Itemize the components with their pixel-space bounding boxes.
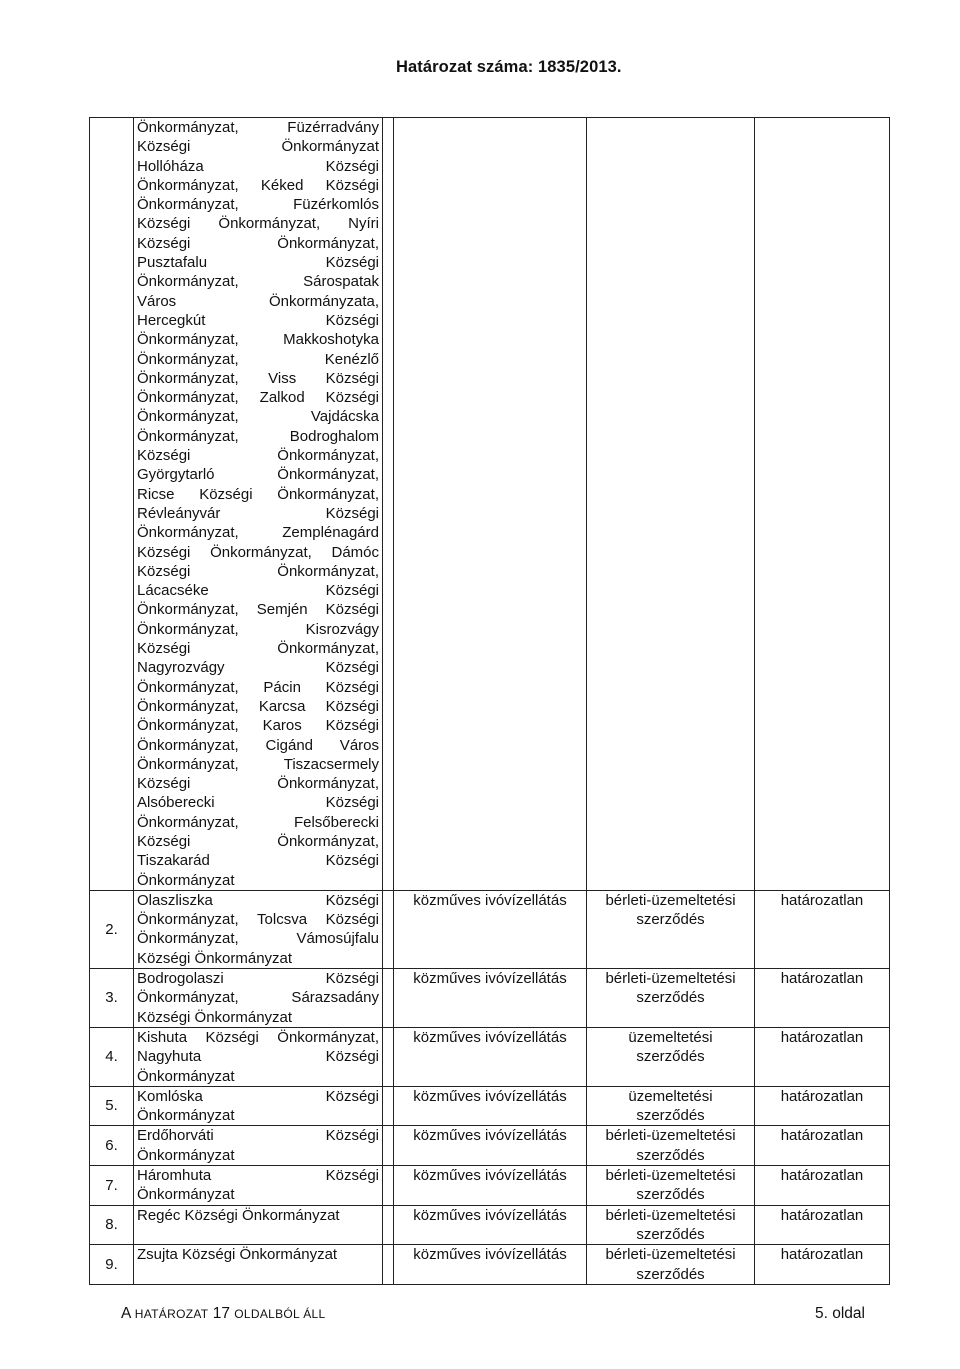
municipality-line: Községi Önkormányzat — [137, 138, 379, 156]
service-text: közműves ivóvízellátás — [413, 1206, 567, 1224]
service-text: közműves ivóvízellátás — [413, 1246, 567, 1264]
gap-cell — [383, 1027, 394, 1086]
municipality-line: Önkormányzat, Cigánd Város — [137, 736, 379, 754]
contract-type-cell — [587, 1245, 755, 1285]
municipality-cell — [134, 1027, 383, 1086]
municipality-line: Város Önkormányzata, — [137, 292, 379, 310]
municipality-line: Pusztafalu Községi — [137, 254, 379, 272]
service-text: közműves ivóvízellátás — [413, 970, 567, 988]
duration-cell — [755, 1086, 890, 1126]
municipality-line: Községi Önkormányzat, — [137, 562, 379, 580]
service-cell — [394, 969, 587, 1028]
duration-cell — [755, 1166, 890, 1206]
service-cell — [394, 1245, 587, 1285]
row-number-cell — [90, 118, 134, 891]
contract-type-line: szerződés — [636, 1107, 705, 1125]
service-cell — [394, 1126, 587, 1166]
municipality-line: Községi Önkormányzat, — [137, 640, 379, 658]
municipality-line: Önkormányzat — [137, 871, 235, 889]
contract-type-line: szerződés — [636, 1048, 705, 1066]
municipality-line: Önkormányzat — [137, 1067, 235, 1085]
duration-cell — [755, 118, 890, 891]
gap-cell — [383, 1086, 394, 1126]
municipality-cell — [134, 1086, 383, 1126]
gap-cell — [383, 1245, 394, 1285]
row-number-cell: 9. — [90, 1245, 134, 1285]
municipality-cell — [134, 969, 383, 1028]
gap-cell — [383, 1205, 394, 1245]
municipality-line: Önkormányzat — [137, 1186, 235, 1204]
municipality-line: Községi Önkormányzat, — [137, 775, 379, 793]
table-row — [90, 890, 890, 968]
duration-cell — [755, 1205, 890, 1245]
municipality-line: Önkormányzat, Kenézlő — [137, 350, 379, 368]
contract-type-line: üzemeltetési — [628, 1028, 713, 1046]
municipality-line: Községi Önkormányzat, Dámóc — [137, 543, 379, 561]
gap-cell — [383, 969, 394, 1028]
footer-page-count: 17 — [208, 1305, 235, 1322]
duration-cell — [755, 1245, 890, 1285]
municipality-line: Önkormányzat, Bodroghalom — [137, 427, 379, 445]
contract-type-cell — [587, 118, 755, 891]
duration-text: határozatlan — [780, 1028, 864, 1046]
contract-type-cell — [587, 1086, 755, 1126]
municipality-lines — [134, 969, 382, 1027]
municipality-line: Önkormányzat, Zalkod Községi — [137, 389, 379, 407]
gap-cell — [383, 890, 394, 968]
table-row — [90, 969, 890, 1028]
municipality-cell — [134, 1205, 383, 1245]
row-number-cell: 5. — [90, 1086, 134, 1126]
row-number-cell: 3. — [90, 969, 134, 1028]
municipality-line: Olaszliszka Községi — [137, 891, 379, 909]
municipality-line: Községi Önkormányzat, Nyíri — [137, 215, 379, 233]
contract-type-line: üzemeltetési — [628, 1087, 713, 1105]
footer-caps-2: OLDALBÓL ÁLL — [234, 1307, 326, 1321]
municipality-line: Önkormányzat, Kisrozvágy — [137, 620, 379, 638]
municipality-line: Kishuta Községi Önkormányzat, — [137, 1028, 379, 1046]
table-row — [90, 1086, 890, 1126]
row-number-cell: 7. — [90, 1166, 134, 1206]
contract-type-cell — [587, 1126, 755, 1166]
table-row — [90, 118, 890, 891]
municipality-line: Önkormányzat — [137, 1107, 235, 1125]
municipality-line: Önkormányzat — [137, 1146, 235, 1164]
service-cell — [394, 118, 587, 891]
municipality-line: Nagyrozvágy Községi — [137, 659, 379, 677]
duration-text: határozatlan — [780, 1206, 864, 1224]
municipality-lines — [134, 1166, 382, 1205]
contract-type-cell — [587, 1205, 755, 1245]
municipality-line: Háromhuta Községi — [137, 1167, 379, 1185]
contract-type-line: bérleti-üzemeltetési — [605, 1127, 736, 1145]
municipality-line: Önkormányzat, Füzérradvány — [137, 119, 379, 136]
duration-text: határozatlan — [780, 1246, 864, 1264]
footer-caps-1: HATÁROZAT — [134, 1307, 209, 1321]
service-cell — [394, 1027, 587, 1086]
duration-cell — [755, 969, 890, 1028]
municipality-line: Regéc Községi Önkormányzat — [137, 1206, 340, 1224]
municipality-line: Alsóberecki Községi — [137, 794, 379, 812]
contract-type-line: szerződés — [636, 911, 705, 929]
municipality-cell — [134, 118, 383, 891]
duration-cell — [755, 890, 890, 968]
municipality-line: Zsujta Községi Önkormányzat — [137, 1246, 338, 1264]
municipality-line: Önkormányzat, Zemplénagárd — [137, 524, 379, 542]
municipality-line: Önkormányzat, Karos Községi — [137, 717, 379, 735]
municipality-lines — [134, 891, 382, 968]
municipality-cell — [134, 1126, 383, 1166]
municipality-line: Tiszakarád Községi — [137, 852, 379, 870]
gap-cell — [383, 1126, 394, 1166]
municipality-line: Önkormányzat, Karcsa Községi — [137, 697, 379, 715]
municipality-line: Nagyhuta Községi — [137, 1048, 379, 1066]
table-row — [90, 1205, 890, 1245]
service-cell — [394, 1086, 587, 1126]
municipality-lines — [134, 1028, 382, 1086]
contract-type-line: bérleti-üzemeltetési — [605, 1167, 736, 1185]
contracts-table — [89, 117, 890, 1285]
municipality-lines — [134, 118, 382, 890]
contract-type-line: szerződés — [636, 1146, 705, 1164]
contract-type-line: bérleti-üzemeltetési — [605, 1246, 736, 1264]
contract-type-line: szerződés — [636, 989, 705, 1007]
duration-text: határozatlan — [780, 1087, 864, 1105]
municipality-cell — [134, 890, 383, 968]
municipality-line: Bodrogolaszi Községi — [137, 970, 379, 988]
duration-text: határozatlan — [780, 1127, 864, 1145]
page-title: Határozat száma: 1835/2013. — [396, 58, 622, 76]
contract-type-cell — [587, 969, 755, 1028]
municipality-line: Önkormányzat, Felsőberecki — [137, 813, 379, 831]
row-number-cell: 8. — [90, 1205, 134, 1245]
service-cell — [394, 1166, 587, 1206]
row-number-cell: 4. — [90, 1027, 134, 1086]
municipality-line: Lácacséke Községi — [137, 582, 379, 600]
contract-type-cell — [587, 1027, 755, 1086]
service-cell — [394, 890, 587, 968]
service-text: közműves ivóvízellátás — [413, 1028, 567, 1046]
municipality-line: Önkormányzat, Vámosújfalu — [137, 930, 379, 948]
contract-type-line: bérleti-üzemeltetési — [605, 970, 736, 988]
municipality-line: Önkormányzat, Füzérkomlós — [137, 196, 379, 214]
contract-type-cell — [587, 1166, 755, 1206]
table-row — [90, 1166, 890, 1206]
municipality-line: Önkormányzat, Semjén Községi — [137, 601, 379, 619]
contract-type-line: szerződés — [636, 1225, 705, 1243]
municipality-line: Önkormányzat, Vajdácska — [137, 408, 379, 426]
contract-type-line: bérleti-üzemeltetési — [605, 1206, 736, 1224]
duration-cell — [755, 1126, 890, 1166]
municipality-line: Községi Önkormányzat, — [137, 832, 379, 850]
municipality-line: Önkormányzat, Makkoshotyka — [137, 331, 379, 349]
municipality-line: Községi Önkormányzat — [137, 1008, 293, 1026]
municipality-lines — [134, 1126, 382, 1165]
municipality-line: Komlóska Községi — [137, 1087, 379, 1105]
gap-cell — [383, 118, 394, 891]
row-number-cell: 6. — [90, 1126, 134, 1166]
page-number: 5. oldal — [815, 1305, 865, 1322]
gap-cell — [383, 1166, 394, 1206]
contract-type-line: szerződés — [636, 1265, 705, 1283]
contract-type-line: bérleti-üzemeltetési — [605, 891, 736, 909]
municipality-line: Hercegkút Községi — [137, 311, 379, 329]
municipality-line: Györgytarló Önkormányzat, — [137, 466, 379, 484]
municipality-line: Községi Önkormányzat, — [137, 234, 379, 252]
table-row — [90, 1245, 890, 1285]
service-text: közműves ivóvízellátás — [413, 1127, 567, 1145]
duration-text: határozatlan — [780, 891, 864, 909]
service-cell — [394, 1205, 587, 1245]
municipality-line: Önkormányzat, Pácin Községi — [137, 678, 379, 696]
municipality-line: Ricse Községi Önkormányzat, — [137, 485, 379, 503]
row-number-cell: 2. — [90, 890, 134, 968]
municipality-line: Községi Önkormányzat — [137, 949, 293, 967]
municipality-lines — [134, 1245, 382, 1264]
municipality-line: Révleányvár Községi — [137, 504, 379, 522]
municipality-line: Önkormányzat, Kéked Községi — [137, 176, 379, 194]
municipality-line: Önkormányzat, Sárazsadány — [137, 989, 379, 1007]
duration-text: határozatlan — [780, 1167, 864, 1185]
municipality-cell — [134, 1245, 383, 1285]
table-row — [90, 1027, 890, 1086]
municipality-line: Önkormányzat, Viss Községi — [137, 369, 379, 387]
duration-cell — [755, 1027, 890, 1086]
municipality-lines — [134, 1087, 382, 1126]
page-count-footer — [121, 1305, 325, 1323]
service-text: közműves ivóvízellátás — [413, 891, 567, 909]
service-text: közműves ivóvízellátás — [413, 1087, 567, 1105]
municipality-line: Önkormányzat, Sárospatak — [137, 273, 379, 291]
municipality-line: Erdőhorváti Községi — [137, 1127, 379, 1145]
municipality-cell — [134, 1166, 383, 1206]
municipality-line: Önkormányzat, Tiszacsermely — [137, 755, 379, 773]
table-row — [90, 1126, 890, 1166]
municipality-line: Önkormányzat, Tolcsva Községi — [137, 911, 379, 929]
contract-type-cell — [587, 890, 755, 968]
municipality-line: Községi Önkormányzat, — [137, 447, 379, 465]
duration-text: határozatlan — [780, 970, 864, 988]
municipality-line: Hollóháza Községi — [137, 157, 379, 175]
service-text: közműves ivóvízellátás — [413, 1167, 567, 1185]
contract-type-line: szerződés — [636, 1186, 705, 1204]
municipality-lines — [134, 1206, 382, 1225]
footer-prefix: A — [121, 1305, 135, 1322]
